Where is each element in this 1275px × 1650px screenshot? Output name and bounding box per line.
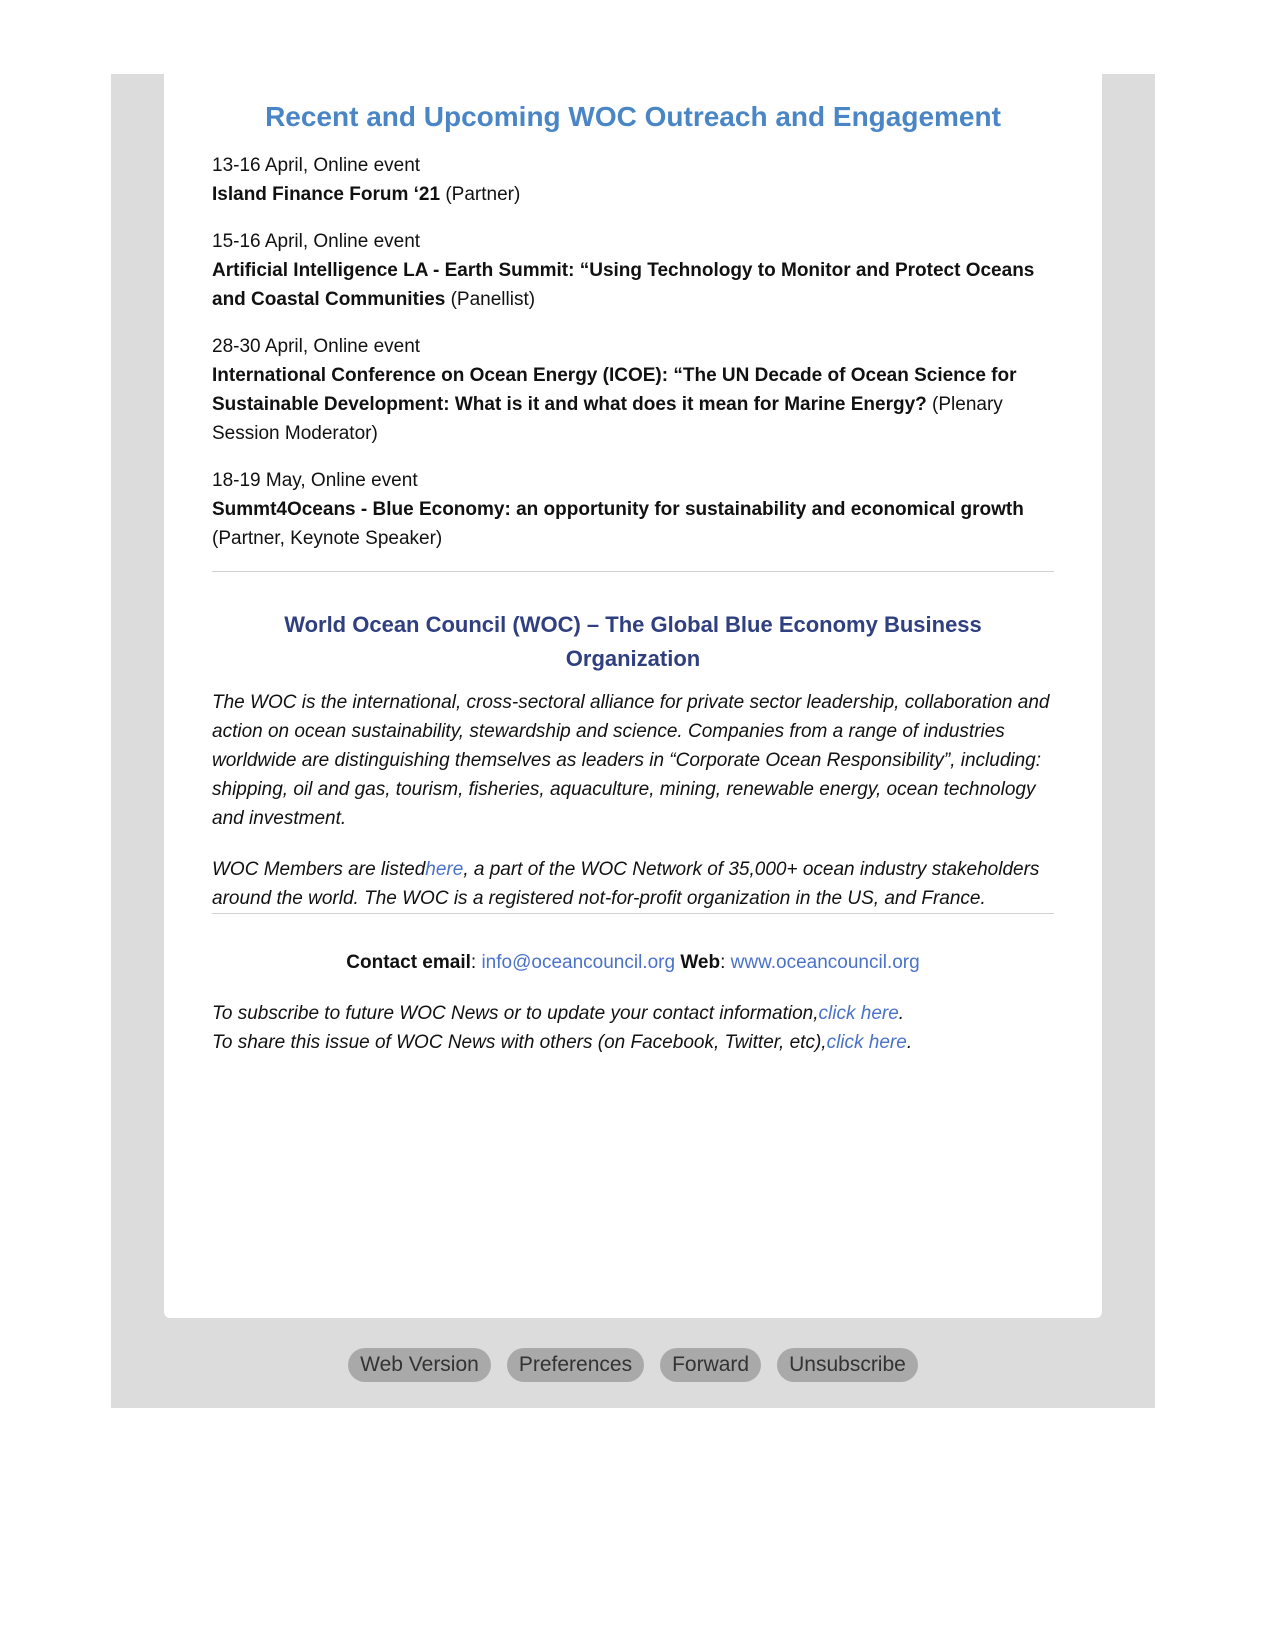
event-item (212, 227, 1054, 314)
event-name: Island Finance Forum ‘21 (212, 184, 441, 205)
event-item (212, 466, 1054, 553)
members-text-after: , a part of the WOC Network of 35,000+ ocean industry stakeholders around the world. The WOC is a registered not-for-profit organization in the US, and France. (212, 859, 1040, 909)
org-title: World Ocean Council (WOC) – The Global Blue Economy Business Organization (284, 612, 982, 671)
members-paragraph (212, 855, 1054, 913)
forward-button[interactable]: Forward (660, 1348, 761, 1382)
event-date: 18-19 May, Online event (212, 470, 418, 491)
members-text-before: WOC Members are listed (212, 859, 426, 880)
newsletter-card (164, 74, 1102, 1318)
event-name: International Conference on Ocean Energy (ICOE): “The UN Decade of Ocean Science for Sustainable Development: What is it and what does it mean for Marine Energy? (212, 365, 1017, 415)
event-name: Artificial Intelligence LA - Earth Summit: “Using Technology to Monitor and Protect Oceans and Coastal Communities (212, 260, 1035, 310)
event-item (212, 151, 1054, 209)
event-date: 15-16 April, Online event (212, 231, 421, 252)
members-here-link[interactable]: here (425, 859, 464, 880)
website-link[interactable]: www.oceancouncil.org (730, 952, 920, 973)
event-date: 13-16 April, Online event (212, 155, 421, 176)
share-text: To share this issue of WOC News with others (on Facebook, Twitter, etc), (212, 1032, 827, 1053)
contact-email-label: Contact email (346, 952, 471, 973)
event-item (212, 332, 1054, 448)
email-frame (111, 74, 1155, 1408)
event-date: 28-30 April, Online event (212, 336, 421, 357)
org-about: The WOC is the international, cross-sectoral alliance for private sector leadership, collaboration and action on ocean sustainability, stewardship and science. Companies from a range of industries worldwide are distinguishing themselves as leaders in “Corporate Ocean Responsibility”, including: shipping, oil and gas, tourism, fisheries, aquaculture, mining, renewable energy, ocean technology and investment. (212, 692, 1050, 829)
share-click-here-link[interactable]: click here (826, 1032, 907, 1053)
subscribe-block: To subscribe to future WOC News or to update your contact information,click here. To share this issue of WOC News with others (on Facebook, Twitter, etc),click here. (212, 1003, 913, 1053)
web-version-button[interactable]: Web Version (348, 1348, 491, 1382)
event-role: (Plenary Session Moderator) (212, 394, 1003, 444)
event-role: (Partner) (440, 184, 521, 205)
newsletter-content (212, 74, 1054, 1057)
event-role: (Panellist) (445, 289, 536, 310)
divider (212, 913, 1054, 914)
contact-email-link[interactable]: info@oceancouncil.org (481, 952, 676, 973)
event-role: (Partner, Keynote Speaker) (212, 528, 443, 549)
event-name: Summt4Oceans - Blue Economy: an opportunity for sustainability and economical growth (212, 499, 1024, 520)
preferences-button[interactable]: Preferences (507, 1348, 644, 1382)
footer-button-bar (111, 1348, 1155, 1388)
divider (212, 571, 1054, 572)
section-title: Recent and Upcoming WOC Outreach and Engagement (265, 101, 1001, 132)
contact-line: Contact email: info@oceancouncil.org Web: www.oceancouncil.org (346, 952, 920, 973)
subscribe-click-here-link[interactable]: click here (818, 1003, 899, 1024)
event-list (212, 151, 1054, 553)
web-label: Web (680, 952, 721, 973)
subscribe-text: To subscribe to future WOC News or to update your contact information, (212, 1003, 819, 1024)
unsubscribe-button[interactable]: Unsubscribe (777, 1348, 918, 1382)
